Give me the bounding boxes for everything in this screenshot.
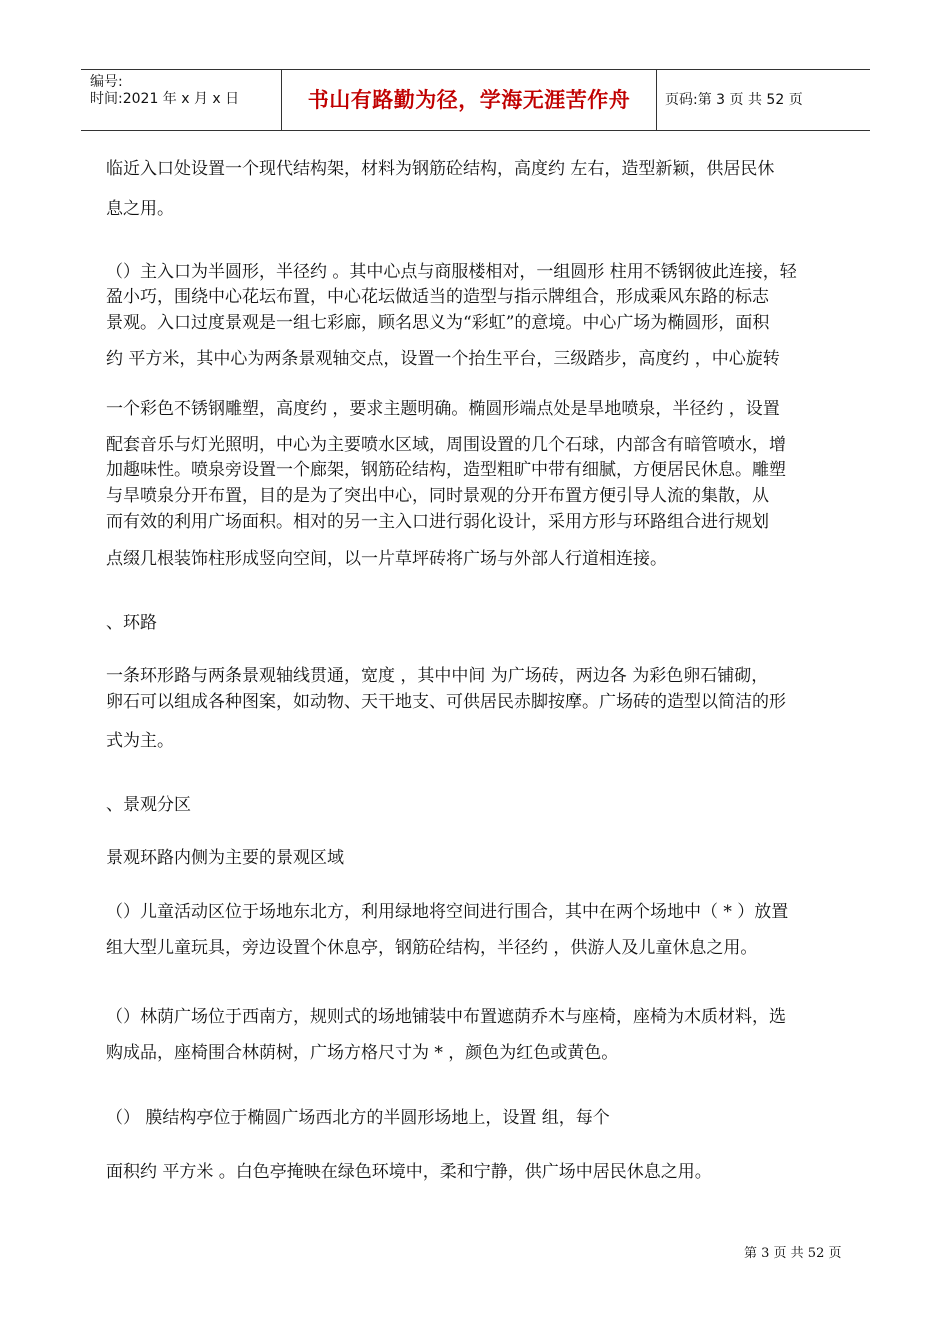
body-line: 点缀几根装饰柱形成竖向空间，以一片草坪砖将广场与外部人行道相连接。 — [106, 549, 667, 569]
body-line: （）林荫广场位于西南方，规则式的场地铺装中布置遮荫乔木与座椅，座椅为木质材料，选 — [106, 1007, 786, 1027]
header-motto: 书山有路勤为径，学海无涯苦作舟 — [307, 88, 631, 112]
body-line: 购成品，座椅围合林荫树，广场方格尺寸为 * ，颜色为红色或黄色。 — [106, 1043, 619, 1063]
body-line: 面积约 平方米 。白色亭掩映在绿色环境中，柔和宁静，供广场中居民休息之用。 — [106, 1162, 712, 1182]
header-meta-cell — [81, 70, 281, 130]
body-line: （）儿童活动区位于场地东北方，利用绿地将空间进行围合，其中在两个场地中（ * ）放置 — [106, 902, 789, 922]
body-line: 配套音乐与灯光照明，中心为主要喷水区域，周围设置的几个石球，内部含有暗管喷水，增 — [106, 435, 786, 455]
body-line: （） 膜结构亭位于椭圆广场西北方的半圆形场地上，设置 组，每个 — [106, 1108, 610, 1128]
body-line: 式为主。 — [106, 731, 174, 751]
body-line: 与旱喷泉分开布置，目的是为了突出中心，同时景观的分开布置方便引导人流的集散，从 — [106, 486, 769, 506]
page-header — [81, 69, 870, 131]
body-line: 组大型儿童玩具，旁边设置个休息亭，钢筋砼结构，半径约 ，供游人及儿童休息之用。 — [106, 938, 758, 958]
body-line: 景观环路内侧为主要的景观区域 — [106, 848, 344, 868]
header-motto-cell — [281, 70, 657, 130]
body-line: 卵石可以组成各种图案，如动物、天干地支、可供居民赤脚按摩。广场砖的造型以简洁的形 — [106, 692, 786, 712]
body-line: 一个彩色不锈钢雕塑，高度约 ，要求主题明确。椭圆形端点处是旱地喷泉，半径约 ，设置 — [106, 399, 780, 419]
body-line: 加趣味性。喷泉旁设置一个廊架，钢筋砼结构，造型粗旷中带有细腻，方便居民休息。雕塑 — [106, 460, 786, 480]
body-line: 约 平方米，其中心为两条景观轴交点，设置一个抬生平台，三级踏步，高度约 ，中心旋转 — [106, 349, 780, 369]
header-page-code: 页码:第 3 页 共 52 页 — [665, 92, 803, 108]
body-line: 景观。入口过度景观是一组七彩廊，顾名思义为“彩虹”的意境。中心广场为椭圆形，面积 — [106, 313, 770, 333]
body-line: 一条环形路与两条景观轴线贯通，宽度 ，其中中间 为广场砖，两边各 为彩色卵石铺砌， — [106, 666, 769, 686]
doc-number-label: 编号: — [90, 74, 123, 90]
doc-time-label: 时间:2021 年 x 月 x 日 — [90, 91, 240, 107]
body-line: 息之用。 — [106, 199, 174, 219]
body-line: 临近入口处设置一个现代结构架，材料为钢筋砼结构，高度约 左右，造型新颖，供居民休 — [106, 159, 775, 179]
header-page-cell — [656, 70, 870, 130]
body-line: 盈小巧，围绕中心花坛布置，中心花坛做适当的造型与指示牌组合，形成乘风东路的标志 — [106, 287, 769, 307]
section-heading-landscape-zones: 、景观分区 — [106, 795, 191, 815]
section-heading-ring-road: 、环路 — [106, 613, 157, 633]
body-line: （）主入口为半圆形，半径约 。其中心点与商服楼相对，一组圆形 柱用不锈钢彼此连接，轻 — [106, 262, 797, 282]
body-line: 而有效的利用广场面积。相对的另一主入口进行弱化设计，采用方形与环路组合进行规划 — [106, 512, 769, 532]
page-footer: 第 3 页 共 52 页 — [744, 1246, 842, 1261]
